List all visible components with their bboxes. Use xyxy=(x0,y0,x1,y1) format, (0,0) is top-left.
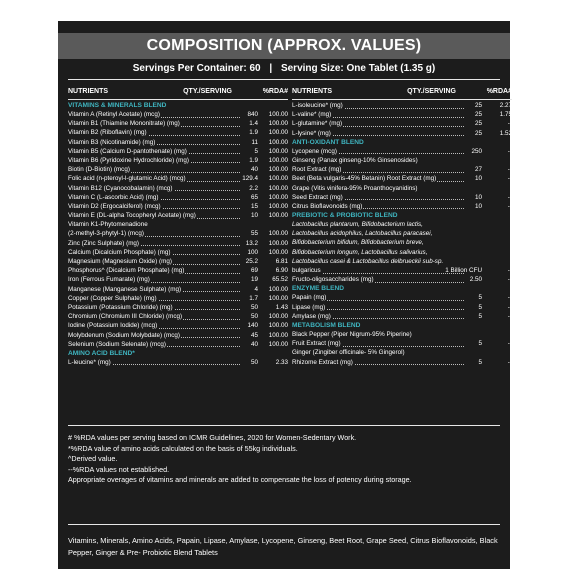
footnote: # %RDA values per serving based on ICMR Guidelines, 2020 for Women-Sedentary Work. xyxy=(68,433,357,442)
nutrient-name: Biotin (D-Biotin) (mcg) xyxy=(68,166,130,174)
nutrient-qty: 25 xyxy=(474,120,482,128)
nutrient-rda: 100.00 xyxy=(268,166,288,174)
nutrient-row xyxy=(68,211,288,220)
nutrient-row xyxy=(68,331,288,340)
nutrient-row xyxy=(68,303,288,312)
nutrient-qty: 2.50 xyxy=(469,276,482,284)
nutrient-row xyxy=(68,220,288,229)
nutrient-row xyxy=(68,266,288,275)
nutrient-qty: 1.9 xyxy=(249,156,258,164)
nutrient-qty: 50 xyxy=(250,358,258,366)
nutrient-rda: -- xyxy=(507,147,512,155)
nutrient-row xyxy=(68,119,288,128)
section-heading: ENZYME BLEND xyxy=(292,285,345,293)
nutrient-rda: 100.00 xyxy=(268,331,288,339)
nutrient-row xyxy=(68,340,288,349)
nutrient-rda: -- xyxy=(507,312,512,320)
nutrient-row xyxy=(68,193,288,202)
nutrient-name: Beet (Beta vulgaris-45% Betanin) Root Extract (mg) xyxy=(292,175,437,183)
nutrients-header: NUTRIENTS xyxy=(68,88,109,95)
divider xyxy=(68,524,500,525)
nutrient-qty: 10 xyxy=(474,175,482,183)
nutrient-name: Vitamin B3 (Nicotinamide) (mg) xyxy=(68,138,156,146)
nutrient-row xyxy=(292,147,512,156)
nutrient-rda: 6.81 xyxy=(275,258,288,265)
nutrient-name: Vitamin A (Retinyl Acetate) (mcg) xyxy=(68,111,160,118)
divider xyxy=(68,425,500,426)
nutrient-qty: 25.2 xyxy=(245,258,258,265)
servings-per-container: Servings Per Container: 60 xyxy=(132,63,261,74)
rda-header: %RDA# xyxy=(262,88,288,95)
nutrient-row xyxy=(292,119,512,128)
nutrient-rda: -- xyxy=(507,276,512,284)
nutrient-rda: -- xyxy=(507,303,512,311)
nutrient-name: Vitamin B12 (Cyanocobalamin) (mcg) xyxy=(68,184,173,192)
serving-size: Serving Size: One Tablet (1.35 g) xyxy=(280,63,436,74)
header-rule xyxy=(68,99,288,100)
nutrient-qty: 40 xyxy=(250,166,258,174)
nutrient-name: Chromium (Chromium III Chloride) (mcg) xyxy=(68,313,183,321)
nutrient-rda: 100.00 xyxy=(268,212,288,220)
nutrient-name: L-glutamine* (mg) xyxy=(292,120,343,128)
nutrient-qty: 10 xyxy=(474,193,482,201)
nutrient-qty: 69 xyxy=(250,267,258,275)
nutrient-row xyxy=(292,348,512,357)
nutrients-header: NUTRIENTS xyxy=(292,88,333,95)
nutrient-qty: 250 xyxy=(471,147,482,155)
nutrient-name: Lipase (mg) xyxy=(292,303,326,311)
nutrient-name: Magnesium (Magnesium Oxide) (mg) xyxy=(68,258,172,265)
nutrient-qty: 5 xyxy=(478,358,482,366)
nutrient-name: Manganese (Manganese Sulphate) (mg) xyxy=(68,285,182,293)
nutrient-rda: -- xyxy=(507,166,512,174)
nutrient-name: Black Pepper (Piper Nigrum-95% Piperine) xyxy=(292,330,412,338)
nutrient-name: Vitamin K1-Phytomenadione xyxy=(68,221,148,229)
section-heading: ANTI-OXIDANT BLEND xyxy=(292,138,364,146)
nutrient-row xyxy=(68,321,288,330)
nutrient-name: Iodine (Potassium Iodide) (mcg) xyxy=(68,322,158,330)
nutrient-row xyxy=(68,294,288,303)
nutrient-name: Ginger (Zingiber officinale- 5% Gingerol) xyxy=(292,349,405,357)
nutrient-qty: 140 xyxy=(247,322,258,330)
nutrient-row xyxy=(68,184,288,193)
nutrient-name: Root Extract (mg) xyxy=(292,166,342,174)
nutrient-rda: 100.00 xyxy=(268,193,288,201)
nutrient-rda: 100.00 xyxy=(268,129,288,137)
nutrient-row xyxy=(292,312,512,321)
left-column xyxy=(68,85,288,367)
footnotes xyxy=(68,433,500,486)
nutrient-row xyxy=(68,312,288,321)
nutrient-rda: -- xyxy=(507,202,512,210)
nutrient-rda: 100.00 xyxy=(268,138,288,146)
serving-separator: | xyxy=(269,63,273,74)
nutrient-row xyxy=(68,128,288,137)
nutrient-row xyxy=(68,275,288,284)
nutrient-name: Papain (mg) xyxy=(292,294,327,302)
nutrient-row xyxy=(68,165,288,174)
serving-info xyxy=(58,63,510,74)
nutrient-name: Grape (Vitis vinifera-95% Proanthocyanidins) xyxy=(292,184,418,192)
nutrient-name: Fructo-oligosaccharides (mg) xyxy=(292,276,374,284)
nutrient-qty: 27 xyxy=(474,166,482,174)
nutrient-row xyxy=(68,248,288,257)
nutrient-name: Vitamin B1 (Thiamine Mononitrate) (mg) xyxy=(68,120,180,128)
nutrient-rda: -- xyxy=(507,193,512,201)
nutrient-rda: -- xyxy=(507,294,512,302)
section-heading: METABOLISM BLEND xyxy=(292,321,361,329)
nutrient-qty: 5 xyxy=(478,303,482,311)
nutrient-row xyxy=(68,174,288,183)
rda-header: %RDA# xyxy=(486,88,512,95)
right-column-header xyxy=(292,85,512,99)
nutrient-row xyxy=(292,266,512,275)
nutrient-row xyxy=(292,339,512,348)
section-heading: VITAMINS & MINERALS BLEND xyxy=(68,102,167,109)
nutrient-row xyxy=(292,110,512,119)
nutrient-name: Vitamin D2 (Ergocalciferol) (mcg) xyxy=(68,202,161,210)
left-column-header xyxy=(68,85,288,99)
nutrient-name: Zinc (Zinc Sulphate) (mg) xyxy=(68,239,140,247)
nutrient-name: Phosphorus^ (Dicalcium Phosphate) (mg) xyxy=(68,267,185,275)
nutrient-qty: 840 xyxy=(247,111,258,118)
nutrient-rda: 100.00 xyxy=(268,239,288,247)
nutrient-row xyxy=(68,110,288,119)
nutrient-rda: 100.00 xyxy=(268,111,288,118)
nutrient-name: Copper (Copper Sulphate) (mg) xyxy=(68,294,157,302)
nutrient-name: Ginseng (Panax ginseng-10% Ginsenosides) xyxy=(292,156,418,164)
nutrient-rda: 2.33 xyxy=(275,358,288,366)
nutrient-name: Fruit Extract (mg) xyxy=(292,340,341,348)
nutrient-name: L-leucine* (mg) xyxy=(68,358,111,366)
nutrient-qty: 1.9 xyxy=(249,129,258,137)
nutrient-row xyxy=(68,229,288,238)
nutrient-qty: 1 Billion CFU xyxy=(445,267,482,274)
nutrient-rda: 2.27 xyxy=(499,102,512,109)
nutrient-qty: 4 xyxy=(254,285,258,293)
nutrient-rda: -- xyxy=(507,175,512,183)
nutrient-name: L-lysine* (mg) xyxy=(292,129,331,137)
nutrient-name: Selenium (Sodium Selenate) (mcg) xyxy=(68,340,166,348)
nutrient-qty: 5 xyxy=(478,312,482,320)
qty-header: QTY./SERVING xyxy=(183,88,232,95)
header-rule xyxy=(292,99,512,100)
section-heading: AMINO ACID BLEND* xyxy=(68,349,135,357)
nutrient-row xyxy=(68,147,288,156)
nutrient-row xyxy=(68,257,288,266)
nutrient-name: Vitamin B6 (Pyridoxine Hydrochloride) (mg) xyxy=(68,156,189,164)
page-title: COMPOSITION (APPROX. VALUES) xyxy=(146,37,422,54)
nutrient-rda: 100.00 xyxy=(268,285,288,293)
nutrient-qty: 45 xyxy=(250,331,258,339)
nutrient-qty: 10 xyxy=(250,212,258,220)
nutrient-rda: 100.00 xyxy=(268,322,288,330)
nutrient-row xyxy=(292,184,512,193)
nutrient-name: Vitamin B5 (Calcium D-pantothenate) (mg) xyxy=(68,147,187,155)
divider xyxy=(68,79,500,80)
nutrient-rda: 100.00 xyxy=(268,230,288,238)
nutrient-row xyxy=(292,202,512,211)
nutrient-rda: 65.52 xyxy=(272,276,288,284)
nutrient-rda: 100.00 xyxy=(268,202,288,210)
ingredients-text: Vitamins, Minerals, Amino Acids, Papain, Lipase, Amylase, Lycopene, Ginseng, Beet Root, Grape Seed, Citrus Bioflavonoids, Black Pepper, Ginger & Pre- Probiotic Blend Tablets xyxy=(68,536,498,557)
nutrient-qty: 55 xyxy=(250,230,258,238)
nutrient-qty: 25 xyxy=(474,111,482,119)
nutrient-name: Calcium (Dicalcium Phosphate) (mg) xyxy=(68,248,171,256)
footnote: ^Derived value. xyxy=(68,454,118,463)
right-column xyxy=(292,85,512,367)
nutrient-rda: -- xyxy=(507,340,512,348)
footnote: --%RDA values not established. xyxy=(68,464,170,474)
nutrient-row xyxy=(292,174,512,183)
nutrient-rda: 100.00 xyxy=(268,313,288,321)
nutrient-row xyxy=(68,156,288,165)
footnote: *%RDA value of amino acids calculated on the basis of 55kg individuals. xyxy=(68,443,298,453)
nutrient-row xyxy=(292,293,512,302)
nutrient-name: L-valine* (mg) xyxy=(292,111,332,119)
nutrient-row xyxy=(292,193,512,202)
nutrient-rda: 100.00 xyxy=(268,147,288,155)
nutrient-rda: 100.00 xyxy=(268,120,288,128)
nutrient-qty: 1.7 xyxy=(249,294,258,302)
nutrient-row xyxy=(292,303,512,312)
nutrient-row xyxy=(292,156,512,165)
nutrient-name: Iron (Ferrous Fumarate) (mg) xyxy=(68,276,150,284)
nutrient-rda: 100.00 xyxy=(268,175,288,183)
nutrient-qty: 129.4 xyxy=(242,175,258,183)
probiotic-strain-line: Lactobacillus acidophilus, Lactobacillus paracasei, xyxy=(292,230,433,238)
nutrient-row xyxy=(68,202,288,211)
nutrient-qty: 19 xyxy=(250,276,258,284)
nutrient-qty: 65 xyxy=(250,193,258,201)
nutrient-qty: 2.2 xyxy=(249,184,258,192)
nutrient-rda: 1.52 xyxy=(499,129,512,137)
nutrient-qty: 50 xyxy=(250,303,258,311)
nutrient-qty: 5 xyxy=(478,340,482,348)
nutrient-rda: -- xyxy=(507,358,512,366)
nutrient-qty: 100 xyxy=(247,248,258,256)
nutrient-rda: 100.00 xyxy=(268,184,288,192)
nutrient-name: Vitamin E (DL-alpha Tocopheryl Acetate) (mg) xyxy=(68,212,196,220)
nutrient-qty: 10 xyxy=(474,202,482,210)
nutrient-name: Amylase (mg) xyxy=(292,312,331,320)
nutrient-rda: -- xyxy=(507,267,512,274)
nutrient-name: Rhizome Extract (mg) xyxy=(292,358,353,366)
nutrient-row xyxy=(68,358,288,367)
nutrient-rda: 1.75 xyxy=(499,111,512,119)
nutrient-qty: 13.2 xyxy=(245,239,258,247)
nutrient-name: Potassium (Potassium Chloride) (mg) xyxy=(68,303,173,311)
footnote: Appropriate overages of vitamins and minerals are added to compensate the loss of potency during storage. xyxy=(68,475,412,484)
nutrient-name: Citrus Bioflavonoids (mg) xyxy=(292,202,363,210)
nutrient-name: Vitamin B2 (Riboflavin) (mg) xyxy=(68,129,147,137)
probiotic-strain-line: Bifidobacterium longum, Lactobacillus salivarius, xyxy=(292,248,428,256)
nutrient-qty: 1.4 xyxy=(249,120,258,128)
nutrient-name: (2-methyl-3-phytyl-1) (mcg) xyxy=(68,230,144,238)
nutrient-row xyxy=(292,129,512,138)
nutrient-qty: 50 xyxy=(250,313,258,321)
nutrient-rda: 6.90 xyxy=(275,267,288,275)
nutrient-qty: 25 xyxy=(474,129,482,137)
nutrient-rda: 100.00 xyxy=(268,340,288,348)
nutrient-name: Folic acid (n-pteroyl-l-glutamic Acid) (mcg) xyxy=(68,175,186,183)
nutrient-row xyxy=(292,275,512,284)
nutrient-rda: 1.43 xyxy=(275,303,288,311)
nutrient-name: Seed Extract (mg) xyxy=(292,193,343,201)
nutrient-row xyxy=(292,358,512,367)
nutrient-row xyxy=(68,285,288,294)
nutrient-qty: 5 xyxy=(254,147,258,155)
probiotic-strain-line: Lactobacillus plantarum, Bifidobacterium lactis, xyxy=(292,221,423,229)
probiotic-strain-line: Lactobacillus casei & Lactobacillus delbrueckii sub-sp. xyxy=(292,257,444,265)
nutrient-rda: 100.00 xyxy=(268,248,288,256)
composition-panel xyxy=(58,21,510,569)
nutrient-name: Lycopene (mcg) xyxy=(292,147,337,155)
nutrient-qty: 25 xyxy=(474,102,482,109)
nutrient-rda: 100.00 xyxy=(268,294,288,302)
nutrient-qty: 40 xyxy=(250,340,258,348)
nutrient-name: Molybdenum (Sodium Molybdate) (mcg) xyxy=(68,331,180,339)
nutrient-qty: 15 xyxy=(250,202,258,210)
nutrient-name: bulgaricus xyxy=(292,267,321,274)
probiotic-strain-line: Bifidobacterium bifidum, Bifidobacterium breve, xyxy=(292,239,424,247)
nutrient-row xyxy=(68,239,288,248)
nutrient-rda: 100.00 xyxy=(268,156,288,164)
nutrient-qty: 5 xyxy=(478,294,482,302)
section-heading: PREBIOTIC & PROBIOTIC BLEND xyxy=(292,212,398,220)
nutrient-row xyxy=(292,101,512,110)
title-band xyxy=(58,33,510,59)
nutrient-qty: 11 xyxy=(251,138,258,146)
qty-header: QTY./SERVING xyxy=(407,88,456,95)
nutrient-rda: -- xyxy=(507,120,512,128)
nutrient-row xyxy=(292,330,512,339)
nutrient-name: L-isoleucine* (mg) xyxy=(292,102,343,109)
nutrient-row xyxy=(292,165,512,174)
nutrient-row xyxy=(68,138,288,147)
nutrient-name: Vitamin C (L-ascorbic Acid) (mg) xyxy=(68,193,159,201)
